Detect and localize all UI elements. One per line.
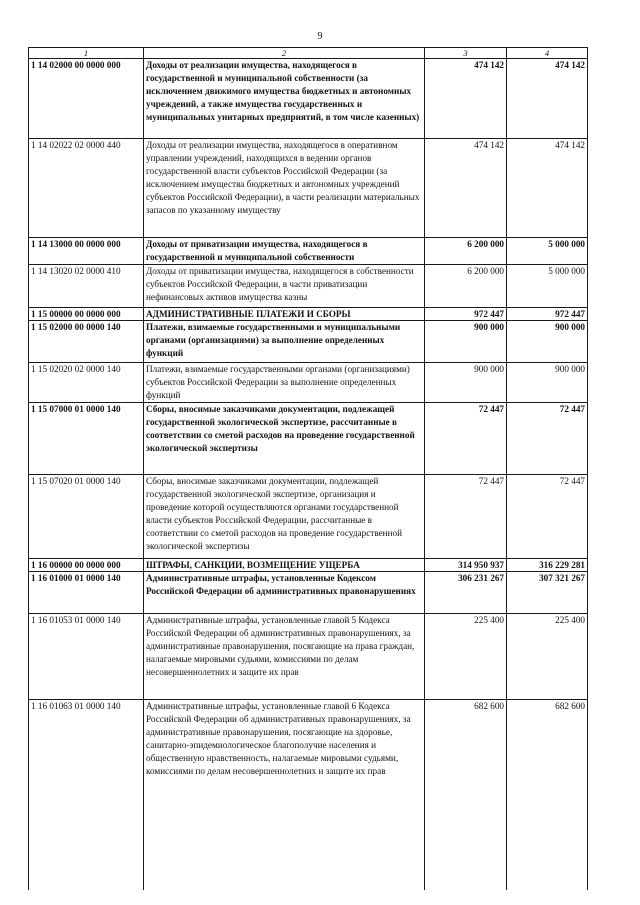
table-row	[29, 700, 588, 890]
table-row	[29, 614, 588, 700]
code-cell: 1 16 01053 01 0000 140	[29, 614, 144, 700]
name-cell: Сборы, вносимые заказчиками документации, подлежащей государственной экологической экспертизе, рассчитанные в соответствии со сметой расходов на проведение государственной экологической экспертизы	[144, 403, 425, 475]
value-cell-col4: 72 447	[507, 403, 588, 475]
value-cell-col4: 5 000 000	[507, 238, 588, 265]
name-cell: Административные штрафы, установленные главой 5 Кодекса Российской Федерации об административных правонарушениях, за административные правонарушения, посягающие на права граждан, налагаемые мировыми судьями, комиссиями по делам несовершеннолетних и защите их прав	[144, 614, 425, 700]
value-cell-col3: 72 447	[425, 475, 507, 559]
table-row-section	[29, 559, 588, 572]
value-cell-col3: 474 142	[425, 139, 507, 238]
value-cell-col4: 972 447	[507, 308, 588, 321]
code-cell: 1 16 00000 00 0000 000	[29, 559, 144, 572]
code-cell: 1 14 13000 00 0000 000	[29, 238, 144, 265]
table-row	[29, 238, 588, 265]
value-cell-col4: 900 000	[507, 363, 588, 403]
table-row	[29, 363, 588, 403]
budget-table	[28, 47, 588, 890]
table-row	[29, 475, 588, 559]
code-cell: 1 15 02020 02 0000 140	[29, 363, 144, 403]
value-cell-col3: 314 950 937	[425, 559, 507, 572]
name-cell: АДМИНИСТРАТИВНЫЕ ПЛАТЕЖИ И СБОРЫ	[144, 308, 425, 321]
value-cell-col3: 225 400	[425, 614, 507, 700]
name-cell: Сборы, вносимые заказчиками документации, подлежащей государственной экологической экспертизе, организация и проведение которой осуществляются органами государственной власти субъектов Российской Федерации, рассчитанные в соответствии со сметой расходов на проведение государственной экологической экспертизы	[144, 475, 425, 559]
name-cell: Платежи, взимаемые государственными органами (организациями) субъектов Российской Федерации за выполнение определенных функций	[144, 363, 425, 403]
name-cell: Административные штрафы, установленные Кодексом Российской Федерации об административных правонарушениях	[144, 572, 425, 614]
name-cell: Платежи, взимаемые государственными и муниципальными органами (организациями) за выполнение определенных функций	[144, 321, 425, 363]
header-cell-col3: 3	[425, 48, 507, 59]
name-cell: Доходы от реализации имущества, находящегося в государственной и муниципальной собственности (за исключением движимого имущества бюджетных и автономных учреждений, а также имущества государственных и муниципальных унитарных предприятий, в том числе казенных)	[144, 59, 425, 139]
code-cell: 1 16 01063 01 0000 140	[29, 700, 144, 890]
value-cell-col4: 316 229 281	[507, 559, 588, 572]
value-cell-col4: 225 400	[507, 614, 588, 700]
table-row	[29, 59, 588, 139]
code-cell: 1 14 02000 00 0000 000	[29, 59, 144, 139]
value-cell-col4: 900 000	[507, 321, 588, 363]
code-cell: 1 15 00000 00 0000 000	[29, 308, 144, 321]
name-cell: Доходы от приватизации имущества, находящегося в собственности субъектов Российской Федерации, в части приватизации нефинансовых активов имущества казны	[144, 265, 425, 308]
name-cell: Доходы от приватизации имущества, находящегося в государственной и муниципальной собственности	[144, 238, 425, 265]
code-cell: 1 14 02022 02 0000 440	[29, 139, 144, 238]
value-cell-col3: 682 600	[425, 700, 507, 890]
code-cell: 1 14 13020 02 0000 410	[29, 265, 144, 308]
table-row	[29, 265, 588, 308]
code-cell: 1 16 01000 01 0000 140	[29, 572, 144, 614]
code-cell: 1 15 02000 00 0000 140	[29, 321, 144, 363]
value-cell-col3: 900 000	[425, 321, 507, 363]
value-cell-col4: 5 000 000	[507, 265, 588, 308]
value-cell-col3: 6 200 000	[425, 265, 507, 308]
header-cell-code: 1	[29, 48, 144, 59]
table-row	[29, 403, 588, 475]
header-cell-name: 2	[144, 48, 425, 59]
value-cell-col4: 474 142	[507, 139, 588, 238]
table-header-row	[29, 48, 588, 59]
value-cell-col4: 72 447	[507, 475, 588, 559]
table-row	[29, 572, 588, 614]
name-cell: Доходы от реализации имущества, находящегося в оперативном управлении учреждений, находящихся в ведении органов государственной власти субъектов Российской Федерации (за исключением имущества бюджетных и автономных учреждений субъектов Российской Федерации), в части реализации материальных запасов по указанному имуществу	[144, 139, 425, 238]
code-cell: 1 15 07020 01 0000 140	[29, 475, 144, 559]
name-cell: Административные штрафы, установленные главой 6 Кодекса Российской Федерации об административных правонарушениях, за административные правонарушения, посягающие на здоровье, санитарно-эпидемиологическое благополучие населения и общественную нравственность, налагаемые мировыми судьями, комиссиями по делам несовершеннолетних и защите их прав	[144, 700, 425, 890]
table-row	[29, 321, 588, 363]
value-cell-col4: 682 600	[507, 700, 588, 890]
page-number: 9	[317, 31, 323, 42]
value-cell-col3: 6 200 000	[425, 238, 507, 265]
header-cell-col4: 4	[507, 48, 588, 59]
value-cell-col3: 474 142	[425, 59, 507, 139]
value-cell-col4: 474 142	[507, 59, 588, 139]
code-cell: 1 15 07000 01 0000 140	[29, 403, 144, 475]
value-cell-col3: 306 231 267	[425, 572, 507, 614]
table-row-section	[29, 308, 588, 321]
value-cell-col4: 307 321 267	[507, 572, 588, 614]
value-cell-col3: 972 447	[425, 308, 507, 321]
name-cell: ШТРАФЫ, САНКЦИИ, ВОЗМЕЩЕНИЕ УЩЕРБА	[144, 559, 425, 572]
value-cell-col3: 900 000	[425, 363, 507, 403]
value-cell-col3: 72 447	[425, 403, 507, 475]
table-row	[29, 139, 588, 238]
